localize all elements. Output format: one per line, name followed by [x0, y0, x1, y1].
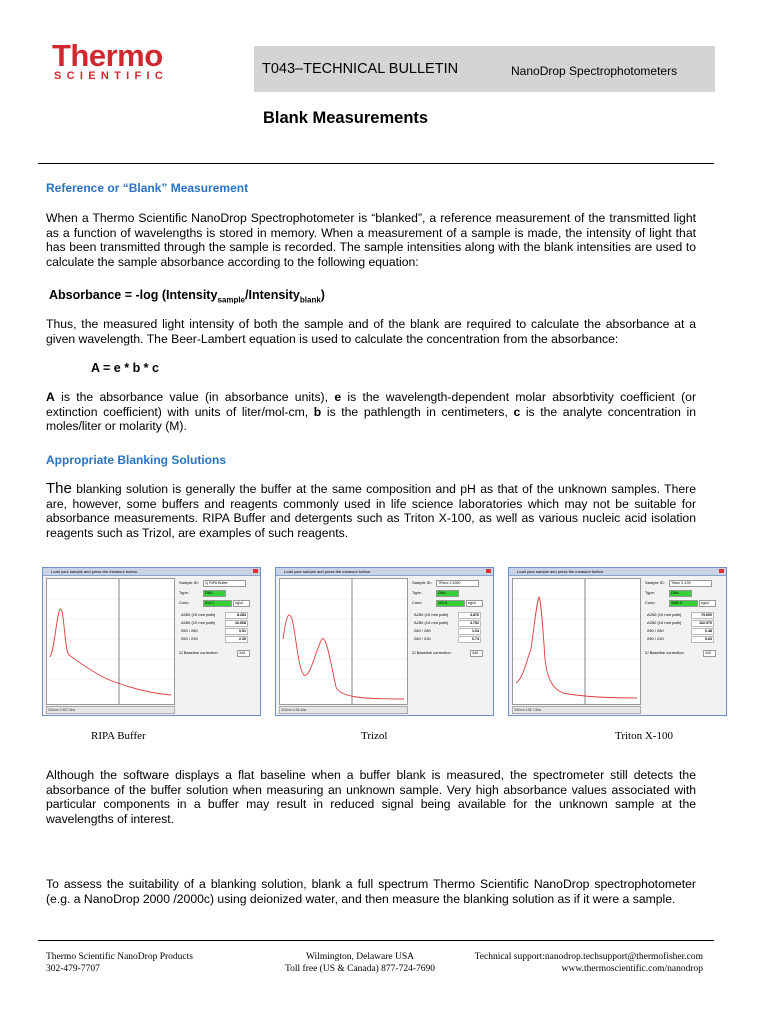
footer-location: Wilmington, Delaware USA	[305, 952, 415, 962]
nanodrop-screenshot	[42, 567, 261, 716]
result-row	[177, 620, 257, 626]
sample-id-label: Sample ID:	[645, 580, 665, 585]
sample-id-field[interactable]: Triton X-100	[669, 580, 712, 587]
result-value: 0.74	[458, 636, 481, 643]
close-icon	[486, 569, 491, 573]
bulletin-product: NanoDrop Spectrophotometers	[511, 64, 678, 78]
footer-support-email[interactable]: Technical support:nanodrop.techsupport@thermofisher.com	[474, 952, 703, 962]
type-select[interactable]: DNA	[203, 590, 226, 597]
type-label: Type:	[412, 590, 422, 595]
result-label: A280 (10 mm path)	[181, 620, 216, 625]
result-row	[643, 612, 723, 618]
window-title: Load your sample and press the measure button.	[284, 569, 372, 574]
result-value: 1.04	[458, 628, 481, 635]
caption-ripa: RIPA Buffer	[91, 730, 146, 742]
beer-lambert-equation: A = e * b * c	[91, 361, 159, 375]
footer-company: Thermo Scientific NanoDrop Products	[46, 952, 193, 962]
nanodrop-screenshot	[508, 567, 727, 716]
spectrum-curve	[283, 615, 404, 699]
conc-value: 3880.0	[669, 600, 698, 607]
result-row	[643, 628, 723, 634]
baseline-checkbox-label[interactable]: ☑ Baseline correction	[645, 650, 684, 655]
result-label: 260 / 230	[181, 636, 198, 641]
result-row	[410, 636, 490, 642]
result-value: 16.608	[225, 620, 248, 627]
paragraph-baseline: Although the software displays a flat baseline when a buffer blank is measured, the spectrometer still detects the absorbance of the buffer solution when measuring an unknown sample. Very high absorbance values associated with particular components in a buffer may result in reduced signal being available for the unknown sample at the wavelengths of interest.	[46, 768, 696, 826]
nanodrop-screenshot	[275, 567, 494, 716]
unit-select[interactable]: ng/ul	[699, 600, 716, 607]
result-value: 162.970	[691, 620, 714, 627]
sample-id-field[interactable]: 1) RIPA Buffer	[203, 580, 246, 587]
caption-triton: Triton X-100	[615, 730, 673, 742]
sample-id-field[interactable]: TRIzol 1:1000	[436, 580, 479, 587]
results-panel	[410, 578, 490, 703]
conc-label: Conc:	[645, 600, 656, 605]
type-label: Type:	[179, 590, 189, 595]
result-label: A280 (10 mm path)	[647, 620, 682, 625]
baseline-nm-field[interactable]: 340	[703, 650, 716, 657]
header-divider	[38, 163, 714, 164]
result-value: 79.600	[691, 612, 714, 619]
sample-id-label: Sample ID:	[412, 580, 432, 585]
footer-website[interactable]: www.thermoscientific.com/nanodrop	[561, 964, 703, 974]
sample-id-label: Sample ID:	[179, 580, 199, 585]
baseline-checkbox-label[interactable]: ☑ Baseline correction	[179, 650, 218, 655]
result-value: 0.48	[691, 628, 714, 635]
footer-left	[46, 951, 193, 975]
spectrum-svg	[280, 579, 407, 704]
paragraph-blanking: The blanking solution is generally the buffer at the same composition and pH as that of the unknown samples. There are, however, some buffers and reagents commonly used in life science laboratories which may not be suitable for absorbance measurements. RIPA Buffer and detergents such as Triton X-100, as well as various nucleic acid isolation reagents such as Trizol, are examples of such reagents.	[46, 480, 696, 540]
result-label: A260 (10 mm path)	[181, 612, 216, 617]
result-label: 260 / 280	[414, 628, 431, 633]
result-row	[410, 612, 490, 618]
close-icon	[253, 569, 258, 573]
result-label: 260 / 230	[647, 636, 664, 641]
footer-tollfree: Toll free (US & Canada) 877-724-7690	[285, 964, 435, 974]
baseline-nm-field[interactable]: 340	[237, 650, 250, 657]
caption-trizol: Trizol	[361, 730, 388, 742]
result-label: 260 / 280	[647, 628, 664, 633]
result-row	[643, 636, 723, 642]
type-label: Type:	[645, 590, 655, 595]
result-value: 3.702	[458, 620, 481, 627]
section-heading-blanking: Appropriate Blanking Solutions	[46, 453, 227, 467]
results-panel	[177, 578, 257, 703]
spectrum-curve	[516, 597, 637, 698]
result-label: 260 / 280	[181, 628, 198, 633]
bulletin-id: T043–TECHNICAL BULLETIN	[262, 61, 459, 77]
result-row	[410, 628, 490, 634]
result-row	[177, 612, 257, 618]
thermo-logo-text: Thermo	[52, 38, 163, 73]
result-label: A280 (10 mm path)	[414, 620, 449, 625]
paragraph-thus: Thus, the measured light intensity of both the sample and of the blank are required to calculate the absorbance at a given wavelength. The Beer-Lambert equation is used to calculate the concentration from the absorbance:	[46, 317, 696, 346]
spectrum-svg	[47, 579, 174, 704]
window-title: Load your sample and press the measure button.	[517, 569, 605, 574]
result-row	[177, 628, 257, 634]
results-panel	[643, 578, 723, 703]
spectrum-curve	[50, 609, 171, 695]
paragraph-intro: When a Thermo Scientific NanoDrop Spectrophotometer is “blanked”, a reference measurement of the transmitted light as a function of wavelengths is stored in memory. When a measurement of a sample is made, the intensity of light that has been transmitted through the sample is recorded. The sample intensities along with the blank intensities are used to calculate the sample absorbance according to the following equation:	[46, 211, 696, 269]
unit-select[interactable]: ng/ul	[466, 600, 483, 607]
footer-phone: 302-479-7707	[46, 964, 100, 974]
status-bar: 340nm 0.537 Abs	[46, 706, 175, 714]
conc-value: 414.1	[203, 600, 232, 607]
spectrum-plot	[279, 578, 408, 705]
result-value: 2.39	[225, 636, 248, 643]
unit-select[interactable]: ng/ul	[233, 600, 250, 607]
page-title: Blank Measurements	[263, 109, 429, 127]
conc-value: 193.8	[436, 600, 465, 607]
status-bar: 340nm 0.54 Abs	[279, 706, 408, 714]
spectrum-svg	[513, 579, 640, 704]
status-bar: 340nm 138.7 Abs	[512, 706, 641, 714]
type-select[interactable]: DNA	[436, 590, 459, 597]
result-value: 0.51	[225, 628, 248, 635]
spectrum-plot	[46, 578, 175, 705]
close-icon	[719, 569, 724, 573]
result-value: 3.876	[458, 612, 481, 619]
scientific-logo-text: SCIENTIFIC	[54, 70, 169, 82]
result-label: 260 / 230	[414, 636, 431, 641]
result-label: A260 (10 mm path)	[414, 612, 449, 617]
paragraph-definitions: A is the absorbance value (in absorbance units), e is the wavelength-dependent molar absorbtivity coefficient (or extinction coefficient) with units of liter/mol-cm, b is the pathlength in centimeters, c is the analyte concentration in moles/liter or molarity (M).	[46, 390, 697, 433]
window-title: Load your sample and press the measure button.	[51, 569, 139, 574]
spectrum-plot	[512, 578, 641, 705]
baseline-nm-field[interactable]: 340	[470, 650, 483, 657]
result-value: 8.283	[225, 612, 248, 619]
type-select[interactable]: DNA	[669, 590, 692, 597]
footer-divider	[38, 940, 714, 941]
result-row	[643, 620, 723, 626]
baseline-checkbox-label[interactable]: ☑ Baseline correction	[412, 650, 451, 655]
footer-right	[430, 951, 703, 975]
result-value: 0.63	[691, 636, 714, 643]
result-row	[177, 636, 257, 642]
paragraph-assess: To assess the suitability of a blanking solution, blank a full spectrum Thermo Scientific NanoDrop spectrophotometer (e.g. a NanoDrop 2000 /2000c) using deionized water, and then measure the blanking solution as if it were a sample.	[46, 877, 696, 906]
conc-label: Conc:	[412, 600, 423, 605]
section-heading-reference: Reference or “Blank” Measurement	[46, 181, 249, 195]
result-label: A260 (10 mm path)	[647, 612, 682, 617]
result-row	[410, 620, 490, 626]
absorbance-equation: Absorbance = -log (Intensity$_{sample}$/Intensity$_{blank}$)	[49, 288, 325, 305]
conc-label: Conc:	[179, 600, 190, 605]
